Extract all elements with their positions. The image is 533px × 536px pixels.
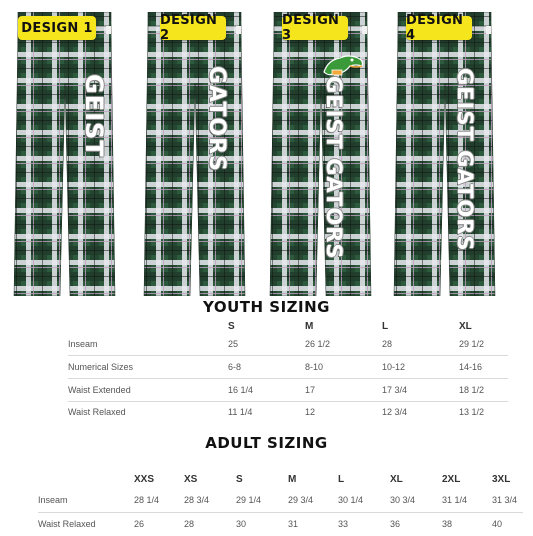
table-cell: 25 <box>228 334 305 355</box>
row-label: Waist Relaxed <box>38 519 96 530</box>
row-label: Waist Relaxed <box>68 407 126 418</box>
table-cell: 8-10 <box>305 355 382 378</box>
table-cell: 12 <box>305 407 316 418</box>
table-row <box>68 355 508 378</box>
table-cell: 31 3/4 <box>492 488 523 512</box>
table-cell: 30 1/4 <box>338 488 390 512</box>
table-cell: 11 1/4 <box>228 407 253 418</box>
design-badge: DESIGN 3 <box>282 16 348 40</box>
size-header: 3XL <box>492 473 511 485</box>
size-header: L <box>382 320 389 332</box>
pant-text-geist: GEIST <box>80 74 108 158</box>
table-cell: 28 3/4 <box>184 488 236 512</box>
table-cell: 17 <box>305 378 382 401</box>
table-cell: 31 <box>288 519 299 530</box>
table-cell: 30 3/4 <box>390 488 442 512</box>
table-cell: 29 3/4 <box>288 488 338 512</box>
table-cell: 16 1/4 <box>228 378 305 401</box>
table-cell: 30 <box>236 519 247 530</box>
table-header-row <box>38 470 523 488</box>
table-cell: 18 1/2 <box>459 378 508 401</box>
table-cell: 40 <box>492 519 503 530</box>
size-header: XL <box>390 473 403 485</box>
design-badge: DESIGN 4 <box>406 16 472 40</box>
size-header: XL <box>459 320 472 332</box>
table-cell: 28 <box>382 334 459 355</box>
table-cell: 29 1/2 <box>459 334 508 355</box>
table-cell: 26 <box>134 519 145 530</box>
size-header: XS <box>184 473 198 485</box>
row-label: Inseam <box>68 334 228 355</box>
table-cell: 14-16 <box>459 355 508 378</box>
table-cell: 38 <box>442 519 453 530</box>
pajama-pants-design-4 <box>392 12 497 296</box>
table-cell: 29 1/4 <box>236 488 288 512</box>
table-header-row <box>68 318 508 334</box>
table-cell: 10-12 <box>382 355 459 378</box>
table-cell: 28 <box>184 519 195 530</box>
adult-sizing-title: ADULT SIZING <box>205 434 328 452</box>
table-row <box>68 334 508 355</box>
size-header: S <box>228 320 235 332</box>
table-cell: 31 1/4 <box>442 488 492 512</box>
table-cell: 6-8 <box>228 355 305 378</box>
table-row <box>38 488 523 512</box>
table-row <box>68 378 508 401</box>
adult-sizing-table <box>38 470 523 536</box>
table-cell: 17 3/4 <box>382 378 459 401</box>
row-label: Inseam <box>38 488 134 512</box>
design-badge: DESIGN 2 <box>160 16 226 40</box>
youth-sizing-title: YOUTH SIZING <box>203 298 330 316</box>
table-cell: 12 3/4 <box>382 407 408 418</box>
row-label: Waist Extended <box>68 378 228 401</box>
size-header: S <box>236 473 243 485</box>
row-label: Numerical Sizes <box>68 355 228 378</box>
pajama-pants-design-2 <box>142 12 247 296</box>
table-cell: 36 <box>390 519 401 530</box>
size-header: M <box>305 320 314 332</box>
table-cell: 33 <box>338 519 349 530</box>
size-header: L <box>338 473 345 485</box>
youth-sizing-table <box>68 318 508 423</box>
table-cell: 13 1/2 <box>459 407 485 418</box>
table-row <box>68 401 508 423</box>
table-cell: 26 1/2 <box>305 334 382 355</box>
table-cell: 28 1/4 <box>134 488 184 512</box>
pant-text-gators: GATORS <box>204 66 229 172</box>
pant-text-geist-gators: GEIST GATORS <box>322 76 346 260</box>
table-row <box>38 512 523 536</box>
gator-icon <box>322 52 366 78</box>
size-header: M <box>288 473 297 485</box>
design-badge: DESIGN 1 <box>18 16 96 40</box>
pant-text-geist-gators: GEIST GATORS <box>453 68 477 252</box>
size-header: XXS <box>134 473 155 485</box>
size-header: 2XL <box>442 473 461 485</box>
